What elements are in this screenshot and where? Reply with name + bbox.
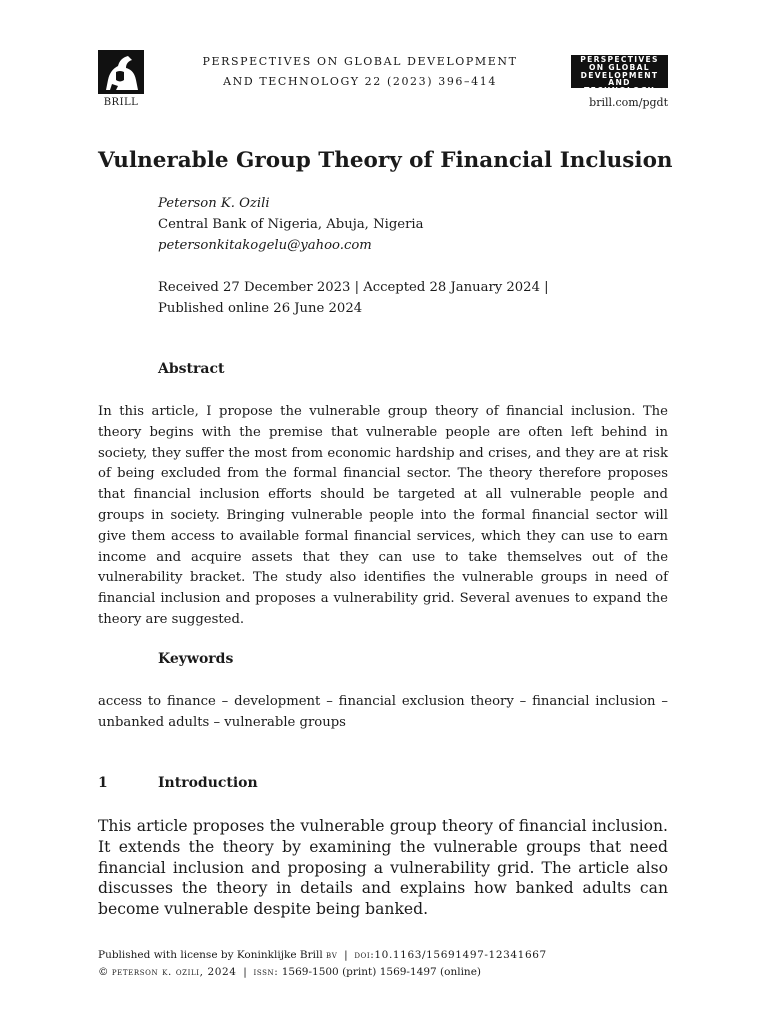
author-name: Peterson K. Ozili: [158, 196, 270, 211]
journal-logo-line: DEVELOPMENT: [580, 70, 659, 80]
issn-online: 1569-1497 (online): [379, 966, 482, 978]
issn-print: 1569-1500 (print): [281, 966, 377, 978]
publisher-name: BRILL: [103, 97, 139, 108]
journal-logo-line: ON GLOBAL: [589, 62, 650, 72]
journal-url[interactable]: brill.com/pgdt: [589, 96, 668, 109]
abstract-text: In this article, I propose the vulnerable group theory of financial inclusion. The theory begins with the premise that vulnerable people are often left behind in society, they suffer the most from economic hardship and crises, and they are at risk of being excluded from the formal financial sector. The theory therefore proposes that financial inclusion efforts should be targeted at all vulnerable people and groups in society. Bringing vulnerable people into the formal financial sector will give them access to available formal financial services, which they can use to earn income and acquire assets that they can use to take themselves out of the vulnerability bracket. The study also identifies the vulnerable groups in need of financial inclusion and proposes a vulnerability grid. Several avenues to expand the theory are suggested.: [98, 404, 668, 627]
journal-logo: [571, 55, 668, 96]
article-dates-line2: Published online 26 June 2024: [158, 301, 363, 316]
separator: |: [239, 966, 251, 978]
journal-logo-line: TECHNOLOGY: [584, 86, 655, 96]
license-text: Published with license by Koninklijke Brill: [98, 949, 323, 961]
doi-link[interactable]: doi:10.1163/15691497-12341667: [354, 949, 547, 961]
abstract-heading: Abstract: [158, 361, 225, 377]
article-dates-line1: Received 27 December 2023 | Accepted 28 January 2024 |: [158, 280, 549, 295]
license-suffix: bv: [326, 949, 338, 961]
keywords-text: access to finance – development – financial exclusion theory – financial inclusion – unbanked adults – vulnerable groups: [98, 694, 668, 730]
brill-logo: [98, 50, 144, 94]
author-email[interactable]: petersonkitakogelu@yahoo.com: [158, 238, 372, 253]
license-line: [98, 949, 547, 961]
journal-logo-line: AND: [608, 78, 631, 88]
journal-name-line2: AND TECHNOLOGY 22 (2023) 396–414: [223, 75, 497, 88]
author-affiliation: Central Bank of Nigeria, Abuja, Nigeria: [158, 217, 424, 232]
keywords-heading: Keywords: [158, 651, 234, 667]
section-number: 1: [98, 775, 108, 791]
section-heading: Introduction: [158, 775, 258, 791]
issn-label: issn:: [253, 966, 279, 978]
athena-icon: [98, 50, 144, 94]
copyright-line: [98, 966, 481, 978]
copyright-holder: peterson k. ozili, 2024: [111, 966, 237, 978]
copyright-symbol: ©: [98, 966, 109, 978]
journal-name-line1: PERSPECTIVES ON GLOBAL DEVELOPMENT: [202, 55, 518, 68]
introduction-text: This article proposes the vulnerable group theory of financial inclusion. It extends the theory by examining the vulnerable groups that need financial inclusion and proposing a vulnerability grid. The article also discusses the theory in details and explains how banked adults can become vulnerable despite being banked.: [98, 817, 668, 919]
separator: |: [340, 949, 351, 961]
article-title: Vulnerable Group Theory of Financial Inclusion: [98, 148, 673, 173]
journal-logo-line: PERSPECTIVES: [580, 55, 659, 64]
